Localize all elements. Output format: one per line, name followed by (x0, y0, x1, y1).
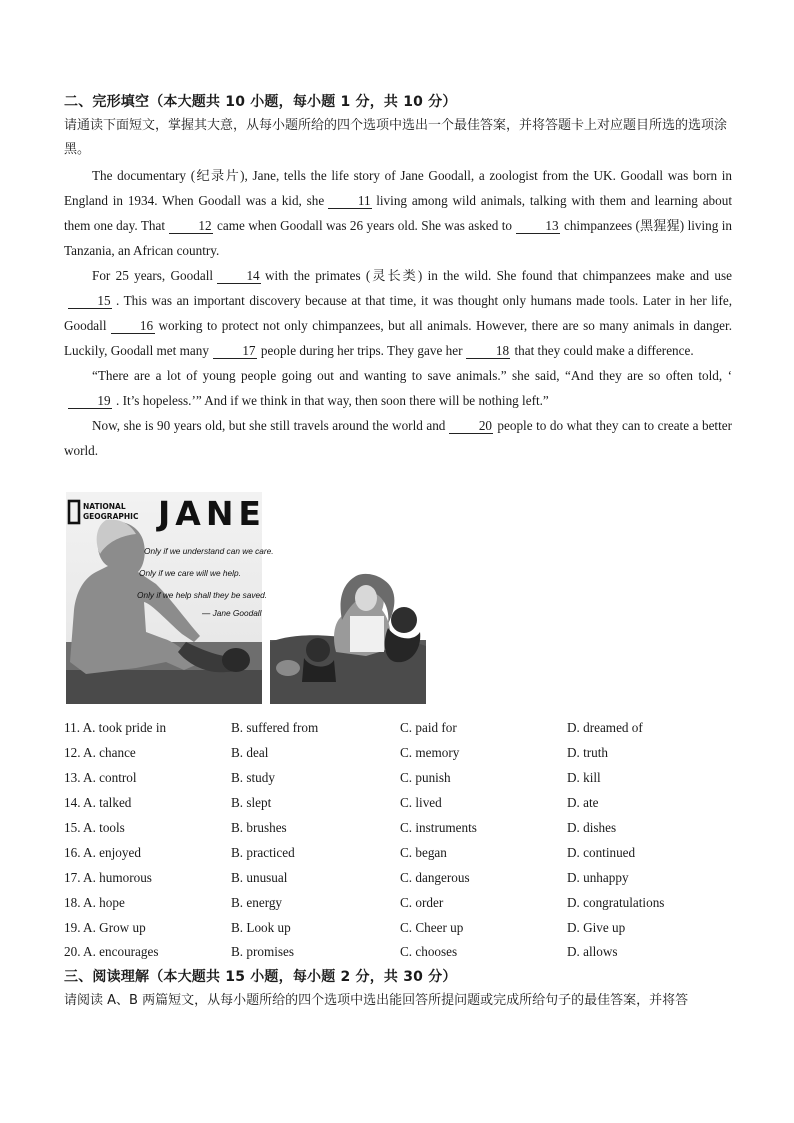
poster-title: JANE (158, 494, 266, 533)
section2-instruction: 请通读下面短文，掌握其大意，从每小题所给的四个选项中选出一个最佳答案，并将答题卡上对应题目所选的选项涂黑。 (64, 118, 728, 157)
cloze-passage (64, 163, 732, 463)
option-a: 12. A. chance (64, 745, 136, 761)
option-row (64, 791, 744, 816)
option-a: 15. A. tools (64, 820, 125, 835)
section2-heading: 二、完形填空（本大题共 10 小题，每小题 1 分，共 10 分） (64, 94, 457, 110)
option-b: B. promises (231, 944, 295, 960)
option-c: C. punish (400, 770, 451, 786)
option-c: C. memory (400, 745, 460, 761)
option-row (64, 865, 744, 890)
option-row (64, 890, 744, 915)
option-d: D. kill (567, 770, 601, 786)
option-b: B. deal (231, 745, 269, 761)
passage-text: “There are a lot of young people going out and wanting to save animals.” she said, “And they are so often told, ‘ (92, 368, 732, 383)
quote-line-2: Only if we care will we help. (139, 568, 241, 578)
option-a: 14. A. talked (64, 795, 132, 811)
passage-text: working to protect not only chimpanzees, but all animals. However, there are so many animals in danger. Luckily, Goodall met many (64, 318, 732, 358)
option-b: B. brushes (231, 820, 287, 835)
option-d: D. congratulations (567, 894, 665, 910)
option-d: D. truth (567, 745, 609, 761)
option-b: B. practiced (231, 844, 295, 860)
blank-17: 17 (213, 344, 257, 359)
passage-text: people to do what they can to create a better world. (64, 418, 732, 458)
passage-text: The documentary (纪录片), Jane, tells the life story of Jane Goodall, a zoologist from the UK. Goodall was born in England in 1934. When Goodall was a kid, she (64, 168, 732, 208)
option-row (64, 915, 744, 940)
blank-18: 18 (466, 344, 510, 359)
option-a: 18. A. hope (64, 894, 125, 910)
option-b: B. Look up (231, 919, 291, 935)
option-row (64, 940, 744, 965)
option-row (64, 741, 744, 766)
option-b: B. unusual (231, 869, 288, 885)
blank-14: 14 (217, 269, 261, 284)
option-c: C. dangerous (400, 869, 470, 885)
option-d: D. dreamed of (567, 720, 643, 736)
passage-text: For 25 years, Goodall (92, 268, 214, 283)
option-d: D. continued (567, 844, 636, 860)
passage-text: that they could make a difference. (514, 343, 694, 358)
passage-text: people during her trips. They gave her (260, 343, 463, 358)
passage-paragraph-1 (64, 163, 732, 263)
brand-line-2: GEOGRAPHIC (83, 512, 139, 521)
passage-paragraph-3 (64, 363, 732, 413)
option-a: 16. A. enjoyed (64, 844, 141, 860)
passage-paragraph-2 (64, 263, 732, 363)
passage-text: Now, she is 90 years old, but she still travels around the world and (92, 418, 446, 433)
blank-15: 15 (68, 294, 112, 309)
blank-12: 12 (169, 219, 213, 234)
option-c: C. began (400, 844, 447, 860)
jane-with-chimpanzees-illustration (270, 574, 426, 704)
brand-line-1: NATIONAL (83, 502, 126, 511)
quote-line-1: Only if we understand can we care. (144, 546, 274, 556)
passage-paragraph-4 (64, 413, 732, 463)
section3-instruction: 请阅读 A、B 两篇短文，从每小题所给的四个选项中选出能回答所提问题或完成所给句子的最佳答案，并将答 (64, 993, 689, 1008)
options-list (64, 716, 744, 965)
blank-20: 20 (449, 419, 493, 434)
option-d: D. unhappy (567, 869, 629, 885)
quote-line-3: Only if we help shall they be saved. (137, 590, 268, 600)
option-row (64, 816, 744, 841)
option-c: C. Cheer up (400, 919, 464, 935)
option-b: B. suffered from (231, 720, 319, 736)
option-c: C. order (400, 894, 444, 910)
jane-poster-image (66, 492, 426, 704)
option-c: C. lived (400, 795, 442, 811)
option-row (64, 766, 744, 791)
blank-16: 16 (111, 319, 155, 334)
option-c: C. chooses (400, 944, 458, 960)
option-b: B. study (231, 770, 275, 786)
blank-13: 13 (516, 219, 560, 234)
option-row (64, 840, 744, 865)
option-row (64, 716, 744, 741)
option-c: C. instruments (400, 820, 477, 835)
option-d: D. Give up (567, 919, 626, 935)
option-a: 20. A. encourages (64, 944, 159, 960)
option-a: 17. A. humorous (64, 869, 152, 885)
option-b: B. slept (231, 795, 272, 811)
option-d: D. ate (567, 795, 599, 811)
passage-text: with the primates (灵长类) in the wild. She found that chimpanzees make and use (265, 268, 732, 283)
quote-attribution: — Jane Goodall (202, 608, 262, 618)
passage-text: chimpanzees (黑猩猩) living in Tanzania, an African country. (64, 218, 732, 258)
blank-11: 11 (328, 194, 372, 209)
passage-text: . This was an important discovery because at that time, it was thought only humans made tools. Later in her life, Goodall (64, 293, 732, 333)
passage-text: . It’s hopeless.’” And if we think in that way, then soon there will be nothing left.” (116, 393, 549, 408)
section3-heading: 三、阅读理解（本大题共 15 小题，每小题 2 分，共 30 分） (64, 969, 457, 985)
blank-19: 19 (68, 394, 112, 409)
option-a: 13. A. control (64, 770, 137, 786)
option-a: 19. A. Grow up (64, 919, 146, 935)
option-d: D. dishes (567, 820, 617, 835)
passage-text: living among wild animals, talking with them and learning about them one day. That (64, 193, 732, 233)
option-a: 11. A. took pride in (64, 720, 167, 736)
option-b: B. energy (231, 894, 283, 910)
option-c: C. paid for (400, 720, 457, 736)
option-d: D. allows (567, 944, 618, 960)
passage-text: came when Goodall was 26 years old. She was asked to (216, 218, 512, 233)
